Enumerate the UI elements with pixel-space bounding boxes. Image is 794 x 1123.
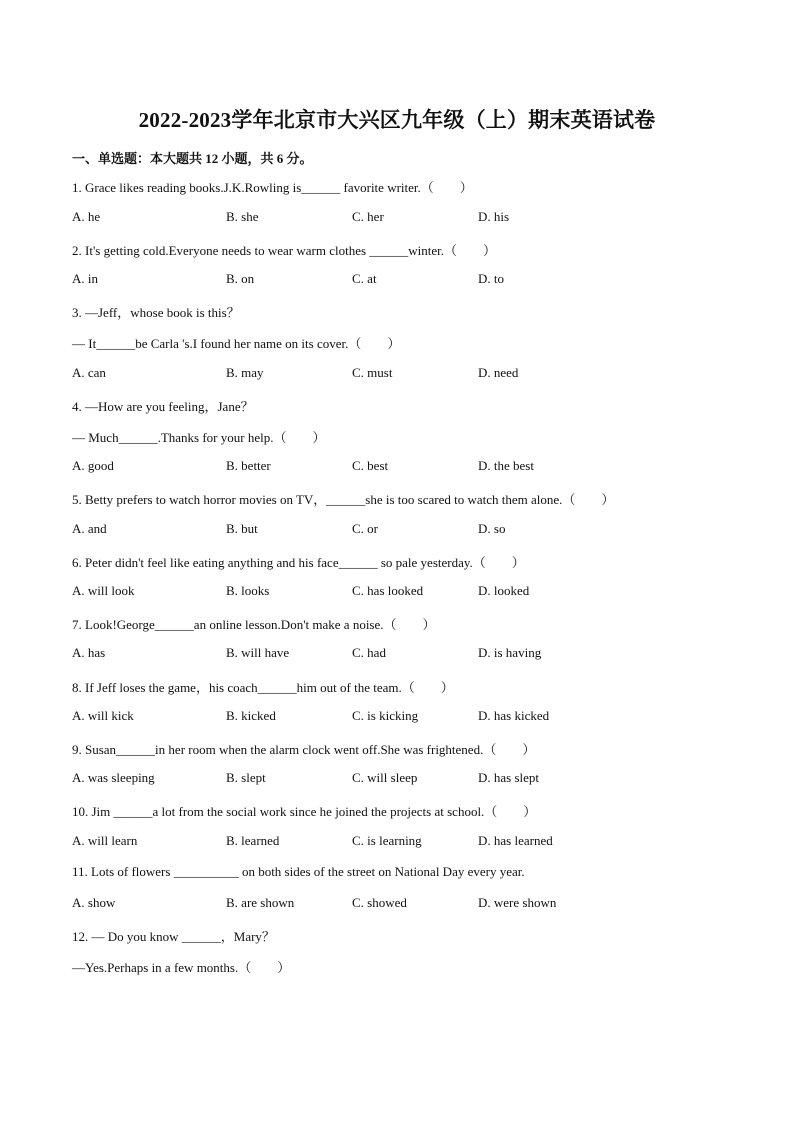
option-a: A. will look: [72, 583, 135, 598]
option-c: C. or: [352, 521, 378, 536]
option-d: D. to: [478, 271, 504, 286]
option-a: A. was sleeping: [72, 770, 155, 785]
question-6-stem: 6. Peter didn't feel like eating anything and his face______ so pale yesterday.（ ）: [72, 555, 525, 570]
option-a: A. show: [72, 895, 116, 910]
option-b: B. are shown: [226, 895, 295, 910]
question-4-options: [72, 458, 712, 474]
option-c: C. is learning: [352, 833, 422, 848]
option-a: A. good: [72, 458, 114, 473]
option-b: B. better: [226, 458, 271, 473]
option-d: D. is having: [478, 645, 542, 660]
option-c: C. has looked: [352, 583, 424, 598]
question-1-options: [72, 209, 712, 225]
option-d: D. has kicked: [478, 708, 550, 723]
question-8-stem: 8. If Jeff loses the game，his coach______him out of the team.（ ）: [72, 680, 454, 695]
option-b: B. but: [226, 521, 258, 536]
question-3-options: [72, 365, 712, 381]
option-a: A. will learn: [72, 833, 138, 848]
question-7-options: [72, 645, 712, 661]
question-1-stem: 1. Grace likes reading books.J.K.Rowling is______ favorite writer.（ ）: [72, 180, 473, 195]
option-a: A. has: [72, 645, 106, 660]
option-b: B. will have: [226, 645, 290, 660]
exam-title: 2022-2023学年北京市大兴区九年级（上）期末英语试卷: [138, 108, 656, 132]
question-8-options: [72, 708, 712, 724]
option-c: C. her: [352, 209, 384, 224]
option-b: B. may: [226, 365, 264, 380]
question-4-stem-line-2: — Much______.Thanks for your help.（ ）: [72, 430, 326, 445]
option-d: D. has slept: [478, 770, 540, 785]
question-11-stem: 11. Lots of flowers __________ on both sides of the street on National Day every year.: [72, 864, 525, 879]
option-a: A. can: [72, 365, 106, 380]
question-5-stem: 5. Betty prefers to watch horror movies on TV，______she is too scared to watch them alone.（ ）: [72, 492, 615, 507]
option-c: C. must: [352, 365, 393, 380]
option-b: B. kicked: [226, 708, 276, 723]
option-c: C. will sleep: [352, 770, 418, 785]
option-a: A. and: [72, 521, 107, 536]
option-a: A. will kick: [72, 708, 134, 723]
option-c: C. had: [352, 645, 386, 660]
question-5-options: [72, 521, 712, 537]
question-6-options: [72, 583, 712, 599]
question-10-stem: 10. Jim ______a lot from the social work since he joined the projects at school.（ ）: [72, 804, 537, 819]
question-9-stem: 9. Susan______in her room when the alarm clock went off.She was frightened.（ ）: [72, 742, 536, 757]
option-b: B. she: [226, 209, 259, 224]
option-d: D. so: [478, 521, 506, 536]
option-b: B. learned: [226, 833, 280, 848]
question-11-options: [72, 895, 712, 911]
question-10-options: [72, 833, 712, 849]
option-d: D. looked: [478, 583, 530, 598]
option-c: C. best: [352, 458, 389, 473]
question-2-stem: 2. It's getting cold.Everyone needs to wear warm clothes ______winter.（ ）: [72, 243, 497, 258]
option-c: C. showed: [352, 895, 407, 910]
question-12-stem: 12. — Do you know ______，Mary？: [72, 929, 275, 944]
option-b: B. on: [226, 271, 255, 286]
question-9-options: [72, 770, 712, 786]
option-b: B. slept: [226, 770, 266, 785]
question-3-stem: 3. —Jeff，whose book is this？: [72, 305, 240, 320]
option-d: D. has learned: [478, 833, 553, 848]
option-d: D. were shown: [478, 895, 557, 910]
question-7-stem: 7. Look!George______an online lesson.Don't make a noise.（ ）: [72, 617, 436, 632]
question-2-options: [72, 271, 712, 287]
question-4-stem: 4. —How are you feeling，Jane？: [72, 399, 254, 414]
option-b: B. looks: [226, 583, 270, 598]
option-a: A. in: [72, 271, 98, 286]
option-c: C. at: [352, 271, 377, 286]
option-d: D. the best: [478, 458, 534, 473]
option-a: A. he: [72, 209, 101, 224]
option-c: C. is kicking: [352, 708, 419, 723]
option-d: D. need: [478, 365, 519, 380]
option-d: D. his: [478, 209, 510, 224]
question-3-stem-line-2: — It______be Carla 's.I found her name on its cover.（ ）: [72, 336, 401, 351]
section-heading: 一、单选题：本大题共 12 小题，共 6 分。: [72, 151, 313, 166]
question-12-stem-line-2: —Yes.Perhaps in a few months.（ ）: [72, 960, 291, 975]
